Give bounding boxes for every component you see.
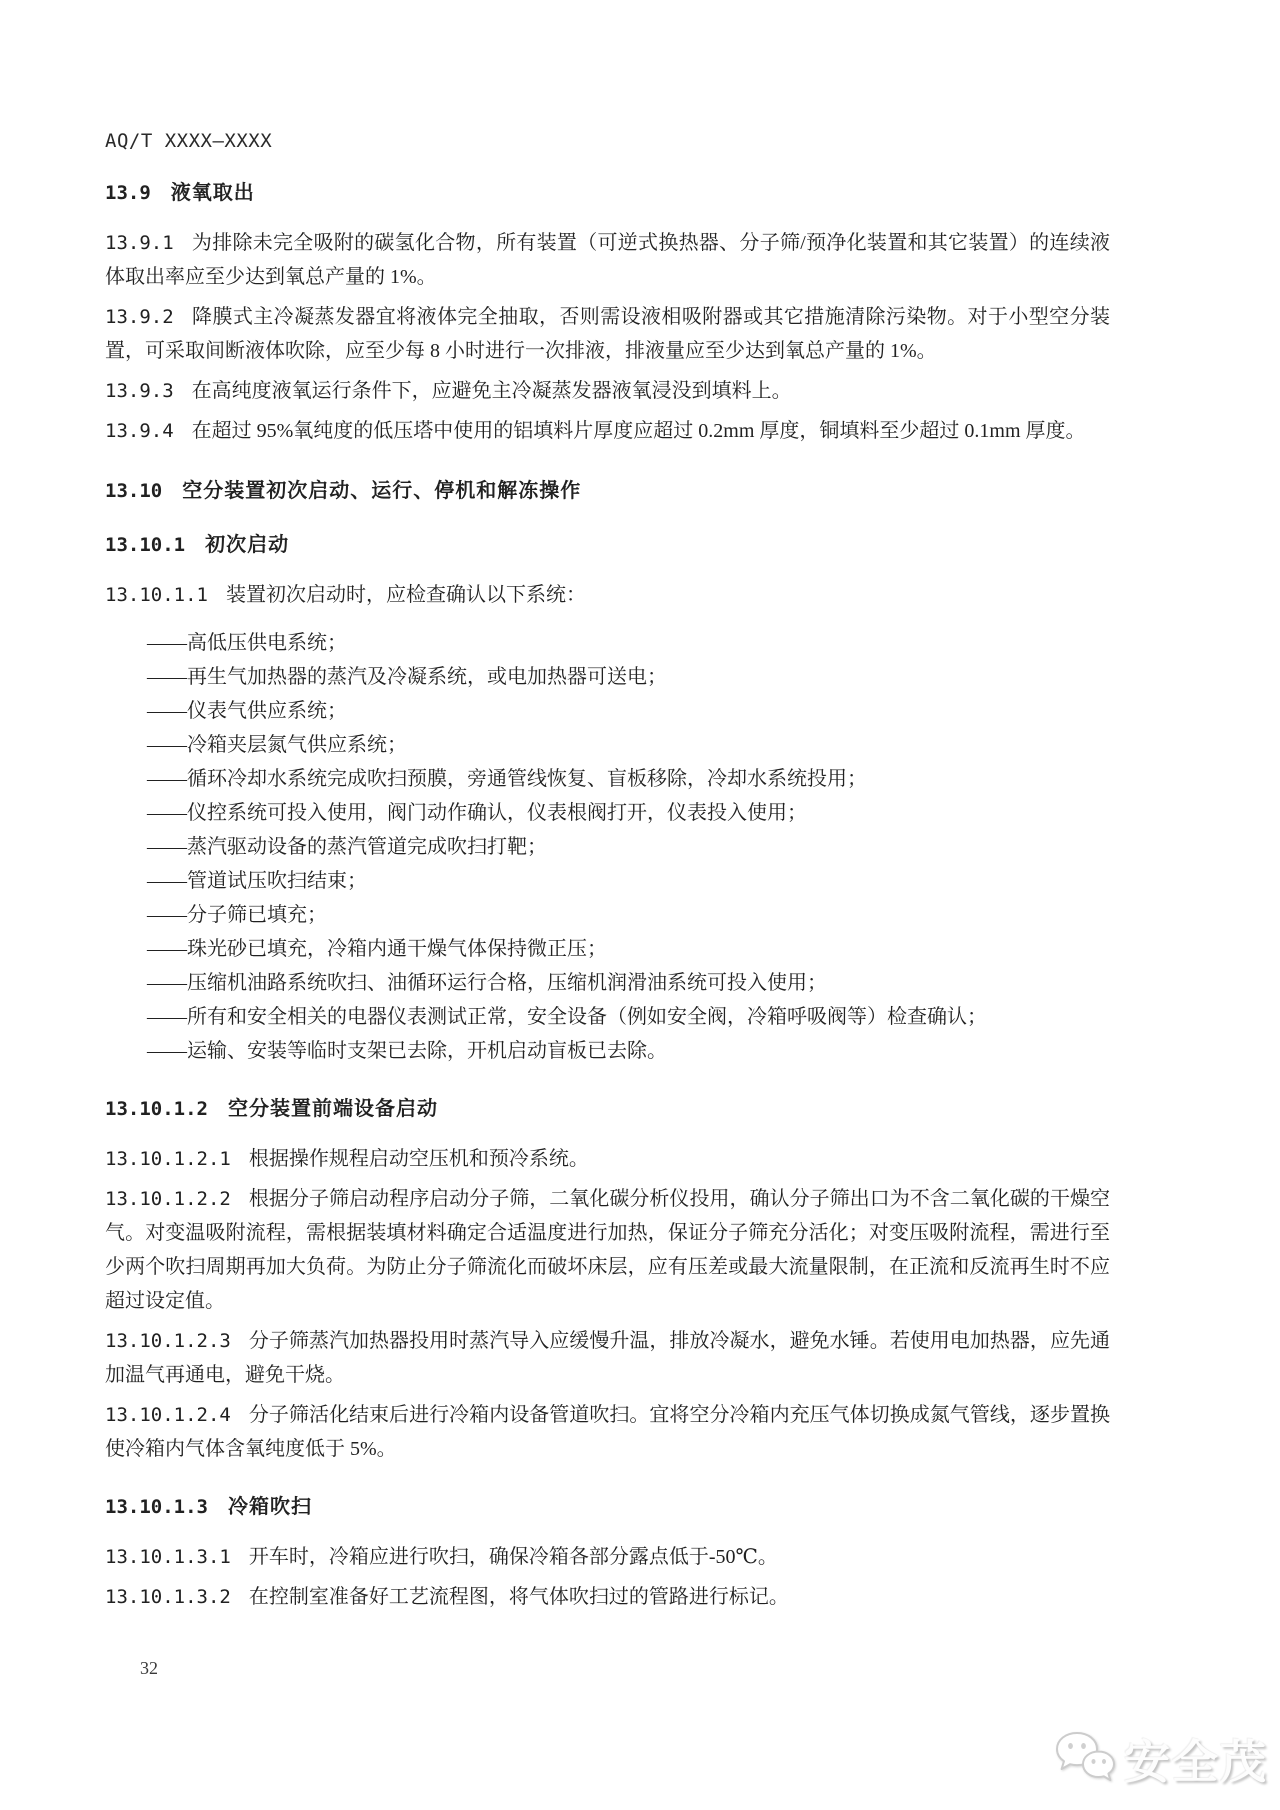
section-number: 13.10.1.3 <box>105 1496 208 1518</box>
section-number: 13.10 <box>105 480 163 502</box>
checklist-item: ——再生气加热器的蒸汽及冷凝系统，或电加热器可送电； <box>147 666 667 688</box>
brand-watermark <box>1054 1726 1268 1792</box>
checklist-item: ——珠光砂已填充，冷箱内通干燥气体保持微正压； <box>147 938 607 960</box>
clause-number: 13.9.4 <box>105 420 174 442</box>
clause-text: 在高纯度液氧运行条件下，应避免主冷凝蒸发器液氧浸没到填料上。 <box>191 380 792 402</box>
brand-watermark-label: 安全茂 <box>1124 1736 1268 1788</box>
clause-13-9-1 <box>105 226 1110 294</box>
clause-13-9-2 <box>105 300 1110 368</box>
clause-text: 开车时，冷箱应进行吹扫，确保冷箱各部分露点低于-50℃。 <box>248 1546 778 1568</box>
clause-number: 13.10.1.2.2 <box>105 1188 231 1210</box>
doc-code-header: AQ/T XXXX—XXXX <box>105 130 273 152</box>
clause-number: 13.9.2 <box>105 306 174 328</box>
section-title: 冷箱吹扫 <box>227 1496 312 1518</box>
clause-number: 13.10.1.2.4 <box>105 1404 231 1426</box>
checklist-item: ——冷箱夹层氮气供应系统； <box>147 734 407 756</box>
section-number: 13.9 <box>105 182 151 204</box>
startup-checklist <box>105 626 1110 1068</box>
clause-13-9-4 <box>105 414 1110 448</box>
checklist-item: ——管道试压吹扫结束； <box>147 870 367 892</box>
checklist-item: ——分子筛已填充； <box>147 904 327 926</box>
clause-number: 13.9.1 <box>105 232 174 254</box>
checklist-item: ——运输、安装等临时支架已去除，开机启动盲板已去除。 <box>147 1040 667 1062</box>
checklist-item: ——蒸汽驱动设备的蒸汽管道完成吹扫打靶； <box>147 836 547 858</box>
clause-13-10-1-2-3 <box>105 1324 1110 1392</box>
section-title: 初次启动 <box>205 534 290 556</box>
page-number: 32 <box>140 1658 158 1678</box>
clause-number: 13.10.1.2.3 <box>105 1330 231 1352</box>
section-heading-13-10 <box>105 478 1110 504</box>
clause-13-10-1-2-4 <box>105 1398 1110 1466</box>
checklist-item: ——所有和安全相关的电器仪表测试正常，安全设备（例如安全阀，冷箱呼吸阀等）检查确认； <box>147 1006 987 1028</box>
clause-text: 分子筛蒸汽加热器投用时蒸汽导入应缓慢升温，排放冷凝水，避免水锤。若使用电加热器，应先通加温气再通电，避免干烧。 <box>105 1330 1110 1386</box>
clause-number: 13.10.1.1 <box>105 584 208 606</box>
clause-text: 降膜式主冷凝蒸发器宜将液体完全抽取，否则需设液相吸附器或其它措施清除污染物。对于小型空分装置，可采取间断液体吹除，应至少每 8 小时进行一次排液，排液量应至少达到氧总产量的 1%。 <box>105 306 1110 362</box>
clause-number: 13.10.1.2.1 <box>105 1148 231 1170</box>
clause-13-10-1-2-2 <box>105 1182 1110 1318</box>
section-title: 空分装置前端设备启动 <box>227 1098 438 1120</box>
clause-text: 在控制室准备好工艺流程图，将气体吹扫过的管路进行标记。 <box>248 1586 789 1608</box>
section-heading-13-9 <box>105 180 1110 206</box>
clause-text: 根据分子筛启动程序启动分子筛，二氧化碳分析仪投用，确认分子筛出口为不含二氧化碳的干燥空气。对变温吸附流程，需根据装填材料确定合适温度进行加热，保证分子筛充分活化；对变压吸附流程，需进行至少两个吹扫周期再加大负荷。为防止分子筛流化而破坏床层，应有压差或最大流量限制，在正流和反流再生时不应超过设定值。 <box>105 1188 1110 1312</box>
checklist-item: ——压缩机油路系统吹扫、油循环运行合格，压缩机润滑油系统可投入使用； <box>147 972 827 994</box>
section-title: 空分装置初次启动、运行、停机和解冻操作 <box>182 480 582 502</box>
clause-13-10-1-3-1 <box>105 1540 1110 1574</box>
page-content <box>105 0 1110 1614</box>
checklist-item: ——仪控系统可投入使用，阀门动作确认，仪表根阀打开，仪表投入使用； <box>147 802 807 824</box>
clause-13-9-3 <box>105 374 1110 408</box>
clause-number: 13.10.1.3.1 <box>105 1546 231 1568</box>
clause-text: 为排除未完全吸附的碳氢化合物，所有装置（可逆式换热器、分子筛/预净化装置和其它装置）的连续液体取出率应至少达到氧总产量的 1%。 <box>105 232 1110 288</box>
section-heading-13-10-1-2 <box>105 1096 1110 1122</box>
clause-13-10-1-2-1 <box>105 1142 1110 1176</box>
section-heading-13-10-1-3 <box>105 1494 1110 1520</box>
section-title: 液氧取出 <box>170 182 255 204</box>
section-number: 13.10.1.2 <box>105 1098 208 1120</box>
clause-text: 分子筛活化结束后进行冷箱内设备管道吹扫。宜将空分冷箱内充压气体切换成氮气管线，逐步置换使冷箱内气体含氧纯度低于 5%。 <box>105 1404 1110 1460</box>
clause-number: 13.10.1.3.2 <box>105 1586 231 1608</box>
wechat-bubbles-icon <box>1054 1729 1116 1790</box>
clause-13-10-1-3-2 <box>105 1580 1110 1614</box>
clause-text: 根据操作规程启动空压机和预冷系统。 <box>248 1148 589 1170</box>
checklist-item: ——仪表气供应系统； <box>147 700 347 722</box>
clause-number: 13.9.3 <box>105 380 174 402</box>
clause-text: 装置初次启动时，应检查确认以下系统： <box>225 584 586 606</box>
section-heading-13-10-1 <box>105 532 1110 558</box>
section-number: 13.10.1 <box>105 534 186 556</box>
checklist-item: ——高低压供电系统； <box>147 632 347 654</box>
checklist-item: ——循环冷却水系统完成吹扫预膜，旁通管线恢复、盲板移除，冷却水系统投用； <box>147 768 867 790</box>
clause-13-10-1-1 <box>105 578 1110 612</box>
clause-text: 在超过 95%氧纯度的低压塔中使用的铝填料片厚度应超过 0.2mm 厚度，铜填料至少超过 0.1mm 厚度。 <box>191 420 1086 442</box>
